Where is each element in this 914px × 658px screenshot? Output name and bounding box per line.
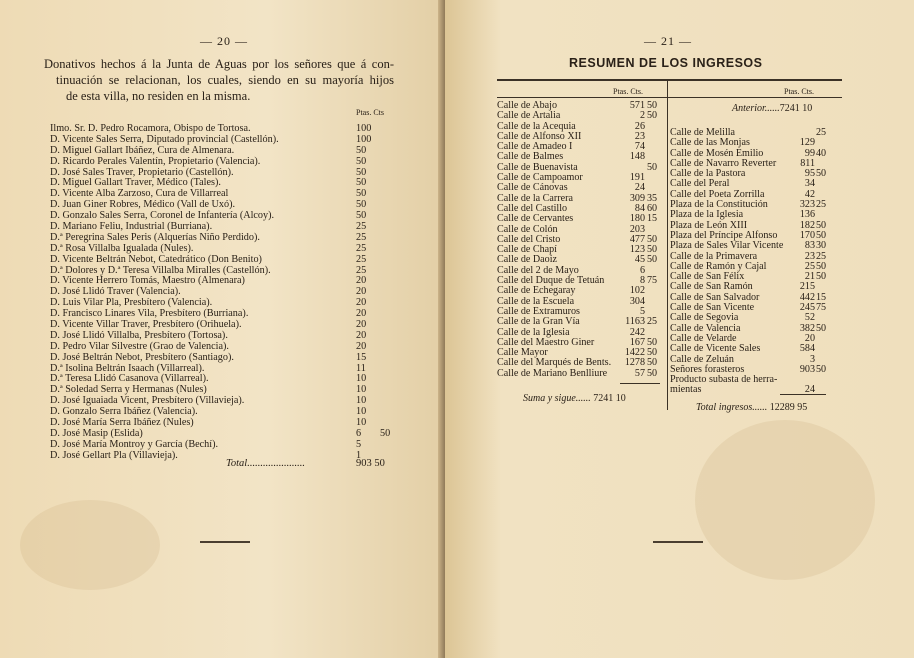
street-name: Calle del Poeta Zorrilla — [670, 188, 765, 200]
street-name: Calle de San Salvador — [670, 291, 760, 303]
street-name: Calle de la Pastora — [670, 168, 746, 180]
street-name: Calle de la Escuela — [497, 295, 575, 307]
ornament-rule — [200, 541, 250, 543]
donor-name: D. José Sales Traver, Propietario (Castellón). — [50, 166, 234, 178]
carried-over-value: 7241 10 — [779, 103, 813, 114]
donor-name: D.ª Rosa Villalba Igualada (Nules). — [50, 242, 194, 254]
amount-ptas: 25 — [804, 260, 815, 272]
donor-ptas: 50 — [356, 210, 367, 222]
donor-name: D. Ricardo Perales Valentín, Propietario (Valencia). — [50, 155, 261, 167]
page-number: — 21 — — [644, 34, 692, 48]
income-column-1 — [497, 101, 667, 379]
total-dots: ...................... — [247, 458, 305, 469]
amount-ptas: 182 — [799, 219, 815, 231]
donor-ptas: 20 — [356, 319, 367, 331]
amount-cts: 40 — [816, 147, 827, 159]
donor-ptas: 25 — [356, 242, 367, 254]
donor-ptas: 20 — [356, 297, 367, 309]
amount-ptas: 1163 — [625, 316, 645, 328]
street-name: Calle de Abajo — [497, 100, 557, 111]
carried-over-row — [732, 103, 812, 114]
subtotal-row — [523, 393, 626, 404]
amount-ptas: 245 — [799, 302, 815, 314]
amount-cts: 50 — [647, 233, 658, 245]
street-name: Calle de Segovia — [670, 312, 739, 324]
street-name: Plaza de León XIII — [670, 219, 748, 231]
amount-ptas: 83 — [804, 240, 815, 252]
street-name: Calle de Mosén Emilio — [670, 147, 764, 159]
grand-total-row — [696, 402, 807, 413]
street-name: Calle de la Gran Vía — [497, 316, 580, 328]
amount-ptas: 8 — [639, 275, 645, 287]
amount-cts: 50 — [647, 357, 658, 369]
street-name: Calle de la Primavera — [670, 250, 758, 262]
ornament-rule — [653, 541, 703, 543]
street-name: Calle de Campoamor — [497, 172, 583, 184]
column-header: Ptas. Cts. — [784, 87, 815, 96]
column-header: Ptas. Cts — [356, 108, 385, 117]
total-label: Total — [226, 458, 248, 469]
amount-ptas: 5 — [639, 305, 645, 317]
donor-ptas: 25 — [356, 221, 367, 233]
amount-cts: 50 — [647, 161, 658, 173]
amount-ptas: 42 — [804, 188, 815, 200]
amount-ptas: 180 — [629, 213, 645, 225]
street-name: Calle de Cervantes — [497, 213, 574, 225]
street-name: Calle de la Iglesia — [497, 326, 570, 338]
table-top-rule — [497, 79, 842, 81]
amount-cts: 30 — [816, 240, 827, 252]
grand-total-dots: ...... — [752, 402, 768, 413]
amount-ptas: 52 — [804, 312, 815, 324]
donor-ptas: 10 — [356, 406, 367, 418]
donor-name: D.ª Isolina Beltrán Isaach (Villarreal). — [50, 362, 205, 374]
amount-ptas: 242 — [629, 326, 645, 338]
amount-ptas: 2 — [639, 110, 645, 122]
header-rule — [497, 97, 667, 98]
amount-cts: 50 — [647, 367, 658, 379]
street-name: Calle de las Monjas — [670, 137, 750, 149]
amount-ptas: 102 — [629, 285, 645, 297]
street-name: Calle del Duque de Tetuán — [497, 275, 605, 287]
donor-name: D. José Llidó Traver (Valencia). — [50, 286, 181, 298]
header-rule — [668, 97, 842, 98]
street-name: Calle Mayor — [497, 347, 548, 359]
donor-ptas: 50 — [356, 155, 367, 167]
donor-name: D.ª Dolores y D.ª Teresa Villalba Miralles (Castellón). — [50, 264, 271, 276]
street-name: Plaza de Sales Vilar Vicente — [670, 240, 784, 252]
donor-name: D. Miguel Gallart Traver, Médico (Tales). — [50, 177, 221, 189]
income-row — [497, 317, 667, 327]
street-name: Calle de San Vicente — [670, 302, 755, 314]
amount-cts: 50 — [647, 347, 658, 359]
donor-ptas: 10 — [356, 373, 367, 385]
street-name: Calle de Extramuros — [497, 305, 580, 317]
amount-ptas: 123 — [629, 244, 645, 256]
street-name: Calle de Daoiz — [497, 254, 557, 266]
street-name: Calle de Chapí — [497, 244, 557, 256]
left-page — [0, 0, 445, 658]
amount-ptas: 215 — [799, 281, 815, 293]
amount-cts: 50 — [647, 110, 658, 122]
subtotal-dots: ...... — [575, 393, 591, 404]
grand-total-value: 12289 95 — [769, 402, 808, 413]
street-name: Calle de Artalia — [497, 110, 561, 122]
amount-ptas: 170 — [799, 229, 815, 241]
amount-ptas: 148 — [629, 151, 645, 163]
amount-ptas: 3 — [809, 353, 815, 365]
amount-cts: 35 — [647, 192, 658, 204]
amount-cts: 50 — [816, 168, 827, 180]
amount-ptas: 903 — [799, 363, 815, 375]
donor-ptas: 100 — [356, 133, 372, 145]
street-name: Calle de Echegaray — [497, 285, 576, 297]
donor-name: D.ª Peregrina Sales Peris (Alquerías Niño Perdido). — [50, 231, 260, 243]
street-name: Calle del Castillo — [497, 202, 568, 214]
donor-ptas: 100 — [356, 123, 372, 134]
donor-name: D. Juan Giner Robres, Médico (Vall de Uxó). — [50, 199, 236, 211]
street-name: Calle de Zeluán — [670, 353, 734, 365]
amount-ptas: 191 — [629, 172, 645, 184]
donor-name: D. Vicente Alba Zarzoso, Cura de Villarreal — [50, 188, 229, 200]
street-name: Calle de Ramón y Cajal — [670, 260, 767, 272]
donor-ptas: 50 — [356, 166, 367, 178]
paper-stain — [20, 500, 160, 590]
intro-line: de esta villa, no residen en la misma. — [66, 89, 251, 103]
street-name: Calle de la Carrera — [497, 192, 573, 204]
street-name: Calle de Amadeo I — [497, 141, 573, 153]
amount-cts: 25 — [816, 127, 827, 138]
donor-name: D. Vicente Villar Traver, Presbítero (Orihuela). — [50, 319, 242, 331]
donor-ptas: 20 — [356, 340, 367, 352]
street-name: Calle de Mariano Benlliure — [497, 367, 608, 379]
amount-cts: 25 — [816, 250, 827, 262]
amount-cts: 50 — [816, 260, 827, 272]
donor-name: D. José Masip (Eslida) — [50, 427, 143, 439]
amount-ptas: 26 — [634, 120, 645, 132]
amount-ptas: 99 — [804, 147, 815, 159]
street-name: Calle de Balmes — [497, 151, 564, 163]
donor-ptas: 25 — [356, 264, 367, 276]
income-row — [497, 369, 667, 379]
donor-ptas: 50 — [356, 199, 367, 211]
donor-name: D. Gonzalo Sales Serra, Coronel de Infantería (Alcoy). — [50, 210, 275, 222]
street-name: Calle de San Ramón — [670, 281, 753, 293]
street-name: Plaza de la Constitución — [670, 199, 768, 211]
grand-total-label: Total ingresos — [696, 402, 753, 413]
donor-name: D. Mariano Feliu, Industrial (Burriana). — [50, 221, 213, 233]
street-name: Calle de Valencia — [670, 322, 741, 334]
donor-ptas: 25 — [356, 253, 367, 265]
donor-ptas: 20 — [356, 275, 367, 287]
donor-ptas: 50 — [356, 144, 367, 156]
donor-name: D. José Gellart Pla (Villavieja). — [50, 449, 178, 461]
income-column-2 — [670, 128, 842, 396]
donor-name: D. Gonzalo Serra Ibáñez (Valencia). — [50, 406, 198, 418]
paper-stain — [695, 420, 875, 580]
amount-ptas: 57 — [634, 367, 645, 379]
street-name: Calle de Cánovas — [497, 182, 568, 194]
amount-cts: 50 — [647, 254, 658, 266]
street-name: mientas — [670, 384, 702, 396]
amount-ptas: 203 — [629, 223, 645, 235]
donor-name: Ilmo. Sr. D. Pedro Rocamora, Obispo de Tortosa. — [50, 123, 251, 134]
donor-ptas: 10 — [356, 384, 367, 396]
donor-ptas: 50 — [356, 188, 367, 200]
street-name: Calle del Maestro Giner — [497, 336, 595, 348]
street-name: Calle de Buenavista — [497, 161, 578, 173]
street-name: Calle de San Félix — [670, 271, 745, 283]
carried-over-dots: ...... — [764, 103, 780, 114]
donor-ptas: 20 — [356, 329, 367, 341]
subtotal-value: 7241 10 — [593, 393, 626, 404]
donor-ptas: 10 — [356, 395, 367, 407]
income-row — [670, 385, 842, 395]
street-name: Producto subasta de herra- — [670, 374, 778, 386]
intro-line: tinuación se relacionan, los cuales, siendo en su mayoría hijos — [56, 73, 394, 87]
amount-ptas: 23 — [804, 250, 815, 262]
intro-paragraph — [44, 56, 394, 104]
total-row — [226, 458, 385, 469]
street-name: Calle de Alfonso XII — [497, 130, 582, 142]
donor-name: D. Vicente Sales Serra, Diputado provincial (Castellón). — [50, 133, 279, 145]
amount-ptas: 136 — [799, 209, 815, 221]
amount-ptas: 20 — [804, 332, 815, 344]
street-name: Señores forasteros — [670, 363, 745, 375]
amount-ptas: 477 — [629, 233, 645, 245]
amount-cts: 50 — [816, 219, 827, 231]
amount-cts: 75 — [647, 275, 658, 287]
donor-ptas: 6 — [356, 427, 362, 439]
carried-over-label: Anterior — [732, 103, 765, 114]
subtotal-label: Suma y sigue — [523, 393, 576, 404]
amount-cts: 25 — [816, 199, 827, 211]
donor-ptas: 25 — [356, 231, 367, 243]
donor-ptas: 50 — [356, 177, 367, 189]
amount-ptas: 584 — [799, 343, 815, 355]
street-name: Calle del 2 de Mayo — [497, 264, 579, 276]
street-name: Plaza de la Iglesia — [670, 209, 744, 221]
donor-ptas: 15 — [356, 351, 367, 363]
donor-name: D. José Iguaiada Vicent, Presbítero (Villavieja). — [50, 395, 245, 407]
donor-name: D. José Llidó Villalba, Presbítero (Tortosa). — [50, 329, 228, 341]
donor-name: D. Miguel Gallart Ibáñez, Cura de Almenara. — [50, 144, 235, 156]
donor-list — [50, 124, 390, 462]
street-name: Calle de Navarro Reverter — [670, 157, 777, 169]
column-header: Ptas. Cts. — [613, 87, 644, 96]
street-name: Calle de Melilla — [670, 127, 736, 138]
donor-name: D. Francisco Linares Vila, Presbítero (Burriana). — [50, 308, 249, 320]
column-divider — [667, 80, 668, 410]
street-name: Calle del Marqués de Bents. — [497, 357, 612, 369]
amount-ptas: 34 — [804, 178, 815, 190]
donor-name: D. José María Montroy y García (Bechí). — [50, 438, 219, 450]
amount-ptas: 304 — [629, 295, 645, 307]
amount-ptas: 571 — [629, 100, 645, 111]
amount-ptas: 1422 — [624, 347, 645, 359]
amount-cts: 60 — [647, 202, 658, 214]
page-number: — 20 — — [200, 34, 248, 48]
amount-ptas: 95 — [804, 168, 815, 180]
street-name: Calle del Peral — [670, 178, 730, 190]
amount-ptas: 24 — [804, 384, 815, 396]
amount-cts: 50 — [647, 100, 658, 111]
amount-ptas: 6 — [639, 264, 645, 276]
street-name: Calle de Vicente Sales — [670, 343, 761, 355]
amount-ptas: 84 — [634, 202, 645, 214]
amount-cts: 50 — [647, 244, 658, 256]
amount-ptas: 21 — [804, 271, 815, 283]
street-name: Calle del Cristo — [497, 233, 561, 245]
page-title: RESUMEN DE LOS INGRESOS — [569, 56, 763, 70]
amount-ptas: 74 — [634, 141, 645, 153]
amount-cts: 15 — [647, 213, 658, 225]
donor-ptas: 20 — [356, 286, 367, 298]
donor-name: D.ª Teresa Llidó Casanova (Villarreal). — [50, 373, 209, 385]
donor-ptas: 10 — [356, 417, 367, 429]
street-name: Calle de la Acequia — [497, 120, 576, 132]
amount-ptas: 45 — [634, 254, 645, 266]
total-value: 903 50 — [356, 458, 385, 469]
amount-ptas: 309 — [629, 192, 645, 204]
amount-cts: 50 — [816, 229, 827, 241]
amount-ptas: 382 — [799, 322, 815, 334]
income-row — [670, 344, 842, 354]
sum-rule — [620, 383, 660, 384]
donor-name: D. Luis Vilar Pla, Presbítero (Valencia). — [50, 297, 213, 309]
donor-row — [50, 157, 390, 168]
amount-ptas: 24 — [634, 182, 645, 194]
donor-ptas: 1 — [356, 449, 362, 461]
donor-name: D. Vicente Beltrán Nebot, Catedrático (Don Benito) — [50, 253, 262, 265]
donor-ptas: 20 — [356, 308, 367, 320]
donor-ptas: 11 — [356, 362, 366, 374]
amount-cts: 50 — [816, 322, 827, 334]
donor-cts: 50 — [380, 427, 391, 439]
amount-ptas: 129 — [799, 137, 815, 149]
donor-ptas: 5 — [356, 438, 362, 450]
intro-line: Donativos hechos á la Junta de Aguas por los señores que á con- — [44, 57, 394, 71]
street-name: Calle de Velarde — [670, 332, 737, 344]
amount-cts: 50 — [647, 336, 658, 348]
donor-name: D.ª Soledad Serra y Hermanas (Nules) — [50, 384, 207, 396]
amount-ptas: 811 — [800, 157, 815, 169]
donor-row — [50, 353, 390, 364]
amount-cts: 25 — [647, 316, 658, 328]
donor-name: D. José Beltrán Nebot, Presbítero (Santiago). — [50, 351, 234, 363]
donor-row — [50, 255, 390, 266]
amount-ptas: 167 — [629, 336, 645, 348]
donor-name: D. Pedro Vilar Silvestre (Grao de Valencia). — [50, 340, 229, 352]
donor-name: D. José María Serra Ibáñez (Nules) — [50, 417, 194, 429]
amount-cts: 75 — [816, 302, 827, 314]
amount-ptas: 1278 — [624, 357, 645, 369]
street-name: Calle de Colón — [497, 223, 558, 235]
amount-ptas: 23 — [634, 130, 645, 142]
street-name: Plaza del Príncipe Alfonso — [670, 229, 778, 241]
amount-ptas: 323 — [799, 199, 815, 211]
donor-row — [50, 451, 390, 462]
donor-name: D. Vicente Herrero Tomás, Maestro (Almenara) — [50, 275, 245, 287]
amount-cts: 50 — [816, 271, 827, 283]
amount-ptas: 442 — [799, 291, 815, 303]
amount-cts: 50 — [816, 363, 827, 375]
amount-cts: 15 — [816, 291, 827, 303]
